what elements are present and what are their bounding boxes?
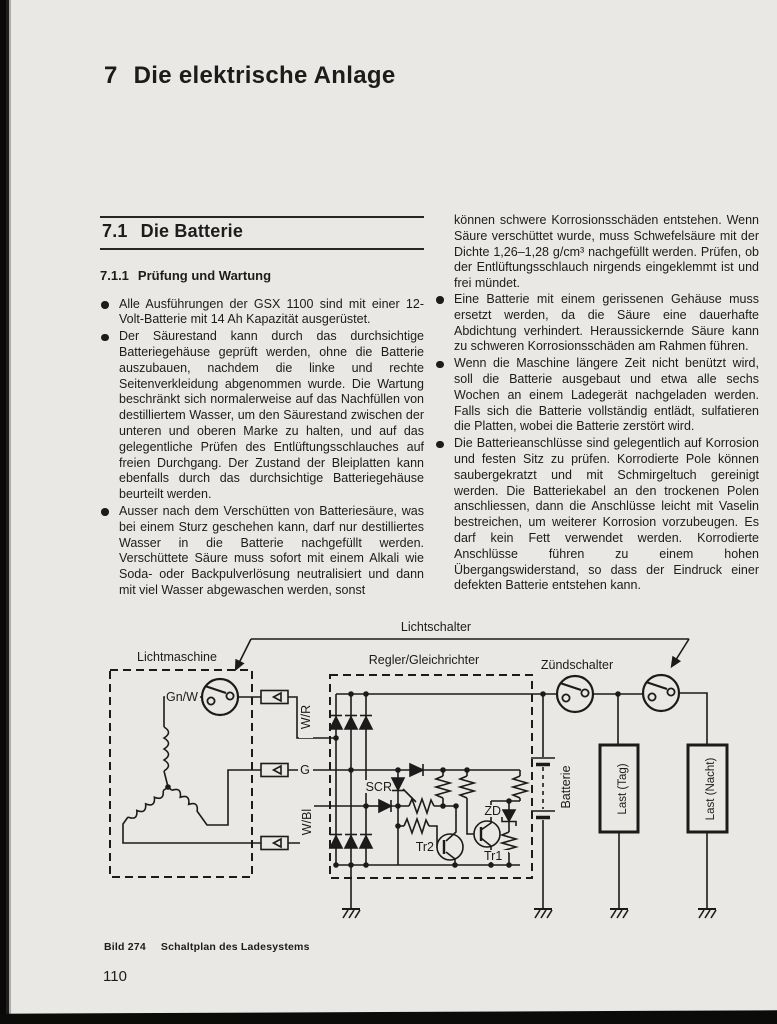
right-bullet-list xyxy=(435,292,759,594)
battery-symbol xyxy=(531,691,555,908)
section-title: Die Batterie xyxy=(140,221,244,241)
subsection-heading xyxy=(100,268,424,284)
left-column xyxy=(100,210,424,600)
bullet-item xyxy=(435,436,759,594)
label-wire-gnw: Gn/W xyxy=(166,690,198,704)
label-ignition-switch: Zündschalter xyxy=(540,658,614,672)
bullet-text: Eine Batterie mit einem gerissenen Gehäuse muss ersetzt werden, da die Säure eine dauerhafte Abdichtung verhindert. Heraussickernde Säure kann zu schweren Korrosionsschäden am Rahmen führen. xyxy=(454,291,759,354)
bullet-item xyxy=(435,356,759,435)
label-zd: ZD xyxy=(484,804,501,818)
label-wire-g: G xyxy=(300,763,310,777)
charging-system-schematic xyxy=(88,608,772,940)
page-number: 110 xyxy=(103,968,127,985)
bullet-dot xyxy=(101,334,109,342)
label-alternator: Lichtmaschine xyxy=(137,650,217,664)
label-wire-wr: W/R xyxy=(299,704,313,730)
bullet-text: Der Säurestand kann durch das durchsichtige Batteriegehäuse geprüft werden, ohne die Batterie auszubauen, nachdem die linke und rechte Seitenverkleidung abgenommen wurde. Die Wartung beschränkt sich normalerweise auf das Nachfüllen von destilliertem Wasser, um den Säurestand zwischen der unteren und oberen Marke zu halten, und auf das gelegentliche Prüfen des Entlüftungsschlauches auf freien Durchgang. Der Zustand der Bleiplatten kann ebenfalls durch das durchsichtige Batteriegehäuse beurteilt werden. xyxy=(119,329,424,502)
ground-symbol xyxy=(342,909,360,918)
section-number: 7.1 xyxy=(102,221,128,241)
bullet-item xyxy=(100,329,424,503)
label-light-switch: Lichtschalter xyxy=(400,620,472,634)
label-regulator-rectifier: Regler/Gleichrichter xyxy=(368,653,480,667)
bullet-dot xyxy=(436,296,444,304)
figure-number: Bild 274 xyxy=(104,941,146,953)
right-column xyxy=(435,210,759,600)
scan-bottom-edge xyxy=(0,1010,777,1024)
label-battery: Batterie xyxy=(559,765,573,809)
bullet-dot xyxy=(436,441,444,449)
label-tr1: Tr1 xyxy=(484,849,503,863)
bullet-item xyxy=(100,297,424,329)
rectifier-bridge xyxy=(330,691,558,908)
continuation-paragraph: können schwere Korrosionsschäden entstehen. Wenn Säure verschüttet wurde, muss Schwefelsäure mit der Dichte 1,26–1,28 g/cm³ nachgefüllt werden. Prüfen, ob der Entlüftungsschlauch nirgends eingeklemmt ist und frei mündet. xyxy=(454,213,759,291)
left-bullet-list xyxy=(100,297,424,599)
bullet-item xyxy=(435,292,759,355)
bullet-text: Alle Ausführungen der GSX 1100 sind mit einer 12-Volt-Batterie mit 14 Ah Kapazität ausgerüstet. xyxy=(119,296,424,327)
label-tr2: Tr2 xyxy=(415,840,434,854)
label-load-night: Last (Nacht) xyxy=(705,757,717,821)
ground-symbol xyxy=(698,909,716,918)
light-switch-symbol xyxy=(643,675,679,711)
bullet-dot xyxy=(101,301,109,309)
label-wire-wbl: W/Bl xyxy=(300,808,314,836)
ground-symbol xyxy=(610,909,628,918)
alternator-light-switch-symbol xyxy=(202,679,238,715)
bullet-text: Wenn die Maschine längere Zeit nicht benützt wird, soll die Batterie ausgebaut und etwa alle sechs Wochen an einem Ladegerät nachgeladen werden. Falls sich die Batterie vollständig entlädt, sulfatieren die Platten, wobei die Batterie zerstört wird. xyxy=(454,356,759,434)
bullet-dot xyxy=(101,508,109,516)
section-heading xyxy=(102,221,424,241)
chapter-title: Die elektrische Anlage xyxy=(133,62,396,90)
chapter-heading xyxy=(104,62,395,90)
bullet-dot xyxy=(436,361,444,369)
bullet-text: Die Batterieanschlüsse sind gelegentlich auf Korrosion und festen Sitz zu prüfen. Korrodierte Pole können saubergekratzt und mit Schmirgeltuch gereinigt werden. Die Batteriekabel an den trockenen Polen anschliessen, dann die Anschlüsse leicht mit Vaselin bestreichen, um weiterer Korrosion vorzubeugen. Es darf kein Fett verwendet werden. Korrodierte Anschlüsse führen zu einem hohen Übergangswiderstand, so dass der Eindruck einer defekten Batterie entstehen kann. xyxy=(454,436,759,593)
label-load-day: Last (Tag) xyxy=(617,763,629,815)
figure-caption-text: Schaltplan des Ladesystems xyxy=(160,941,310,953)
connector-symbols xyxy=(261,691,288,850)
section-heading-block xyxy=(100,216,424,250)
label-scr: SCR xyxy=(365,780,392,794)
figure-caption xyxy=(104,941,310,953)
chapter-number: 7 xyxy=(104,62,118,90)
bullet-text: Ausser nach dem Verschütten von Batteriesäure, was bei einem Sturz geschehen kann, darf nur destilliertes Wasser in die Batterie nachgefüllt werden. Verschüttete Säure muss sofort mit einem Alkali wie Soda- oder Backpulverlösung neutralisiert und dann mit viel Wasser abgewaschen werden, sonst xyxy=(119,503,424,597)
subsection-number: 7.1.1 xyxy=(100,267,129,283)
book-binding-edge xyxy=(0,0,11,1024)
bullet-item xyxy=(100,504,424,599)
ground-symbol xyxy=(534,909,552,918)
subsection-title: Prüfung und Wartung xyxy=(137,267,272,283)
ignition-switch-symbol xyxy=(557,676,593,712)
text-columns xyxy=(100,210,760,600)
stator-windings xyxy=(123,697,261,843)
